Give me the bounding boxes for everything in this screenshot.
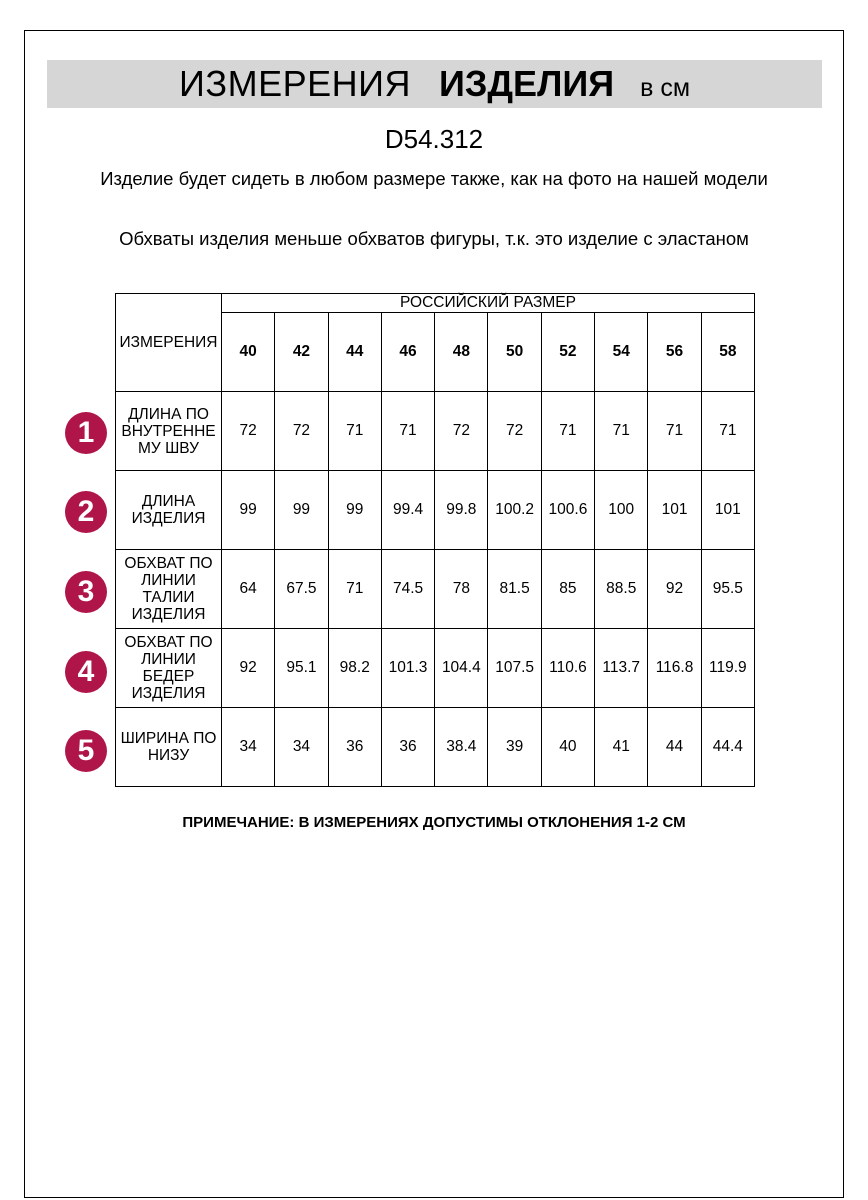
table-cell: 71 xyxy=(648,392,701,471)
table-cell: 107.5 xyxy=(488,629,541,708)
table-cell: 72 xyxy=(435,392,488,471)
title-part-1: ИЗМЕРЕНИЯ xyxy=(178,63,411,104)
size-header-cell: 56 xyxy=(648,313,701,392)
table-cell: 101 xyxy=(701,471,754,550)
table-cell: 44.4 xyxy=(701,708,754,787)
table-cell: 85 xyxy=(541,550,594,629)
table-cell: 101 xyxy=(648,471,701,550)
table-cell: 95.5 xyxy=(701,550,754,629)
measurements-header: ИЗМЕРЕНИЯ xyxy=(116,294,222,392)
table-cell: 71 xyxy=(328,550,381,629)
size-header-cell: 58 xyxy=(701,313,754,392)
table-cell: 101.3 xyxy=(381,629,434,708)
table-cell: 38.4 xyxy=(435,708,488,787)
russian-size-header: РОССИЙСКИЙ РАЗМЕР xyxy=(222,294,755,313)
table-cell: 72 xyxy=(488,392,541,471)
table-cell: 71 xyxy=(595,392,648,471)
size-header-cell: 46 xyxy=(381,313,434,392)
size-header-cell: 48 xyxy=(435,313,488,392)
title-banner xyxy=(47,60,822,108)
table-cell: 74.5 xyxy=(381,550,434,629)
row-number-badge: 3 xyxy=(65,571,107,613)
product-code: D54.312 xyxy=(384,124,484,154)
table-cell: 92 xyxy=(648,550,701,629)
title-unit: в см xyxy=(640,74,691,102)
table-cell: 71 xyxy=(701,392,754,471)
table-cell: 72 xyxy=(222,392,275,471)
size-header-cell: 54 xyxy=(595,313,648,392)
table-cell: 100.6 xyxy=(541,471,594,550)
table-cell: 92 xyxy=(222,629,275,708)
table-cell: 88.5 xyxy=(595,550,648,629)
measurement-label: ДЛИНА ИЗДЕЛИЯ xyxy=(116,471,222,550)
table-cell: 113.7 xyxy=(595,629,648,708)
row-number-badge: 2 xyxy=(65,491,107,533)
row-number-badge: 1 xyxy=(65,412,107,454)
table-cell: 99 xyxy=(222,471,275,550)
table-row xyxy=(116,708,755,787)
table-cell: 41 xyxy=(595,708,648,787)
table-row xyxy=(116,550,755,629)
table-cell: 99 xyxy=(275,471,328,550)
table-cell: 71 xyxy=(541,392,594,471)
size-header-cell: 50 xyxy=(488,313,541,392)
table-cell: 119.9 xyxy=(701,629,754,708)
table-cell: 36 xyxy=(328,708,381,787)
size-header-cell: 40 xyxy=(222,313,275,392)
tolerance-note: ПРИМЕЧАНИЕ: В ИЗМЕРЕНИЯХ ДОПУСТИМЫ ОТКЛОНЕНИЯ 1-2 СМ xyxy=(182,814,686,831)
table-cell: 78 xyxy=(435,550,488,629)
table-row xyxy=(116,392,755,471)
table-cell: 99.8 xyxy=(435,471,488,550)
table-cell: 116.8 xyxy=(648,629,701,708)
measurement-label: ШИРИНА ПО НИЗУ xyxy=(116,708,222,787)
measurement-label: ОБХВАТ ПО ЛИНИИ ТАЛИИ ИЗДЕЛИЯ xyxy=(116,550,222,629)
row-number-badge: 4 xyxy=(65,651,107,693)
table-cell: 71 xyxy=(328,392,381,471)
table-row xyxy=(116,629,755,708)
table-cell: 100.2 xyxy=(488,471,541,550)
table-cell: 81.5 xyxy=(488,550,541,629)
elastane-note: Обхваты изделия меньше обхватов фигуры, т.к. это изделие с эластаном xyxy=(119,228,749,249)
table-cell: 98.2 xyxy=(328,629,381,708)
table-cell: 36 xyxy=(381,708,434,787)
table-cell: 40 xyxy=(541,708,594,787)
table-cell: 99 xyxy=(328,471,381,550)
table-row xyxy=(116,471,755,550)
table-cell: 34 xyxy=(222,708,275,787)
table-cell: 72 xyxy=(275,392,328,471)
size-header-cell: 44 xyxy=(328,313,381,392)
table-cell: 64 xyxy=(222,550,275,629)
table-cell: 39 xyxy=(488,708,541,787)
table-cell: 95.1 xyxy=(275,629,328,708)
table-cell: 71 xyxy=(381,392,434,471)
row-number-badge: 5 xyxy=(65,730,107,772)
size-header-cell: 52 xyxy=(541,313,594,392)
title-part-2: ИЗДЕЛИЯ xyxy=(438,63,615,104)
table-cell: 67.5 xyxy=(275,550,328,629)
table-cell: 34 xyxy=(275,708,328,787)
fit-note: Изделие будет сидеть в любом размере также, как на фото на нашей модели xyxy=(100,168,768,189)
size-table xyxy=(115,293,755,787)
table-cell: 104.4 xyxy=(435,629,488,708)
table-cell: 44 xyxy=(648,708,701,787)
measurement-label: ДЛИНА ПО ВНУТРЕННЕ МУ ШВУ xyxy=(116,392,222,471)
table-cell: 100 xyxy=(595,471,648,550)
table-cell: 110.6 xyxy=(541,629,594,708)
size-header-cell: 42 xyxy=(275,313,328,392)
table-cell: 99.4 xyxy=(381,471,434,550)
measurement-label: ОБХВАТ ПО ЛИНИИ БЕДЕР ИЗДЕЛИЯ xyxy=(116,629,222,708)
